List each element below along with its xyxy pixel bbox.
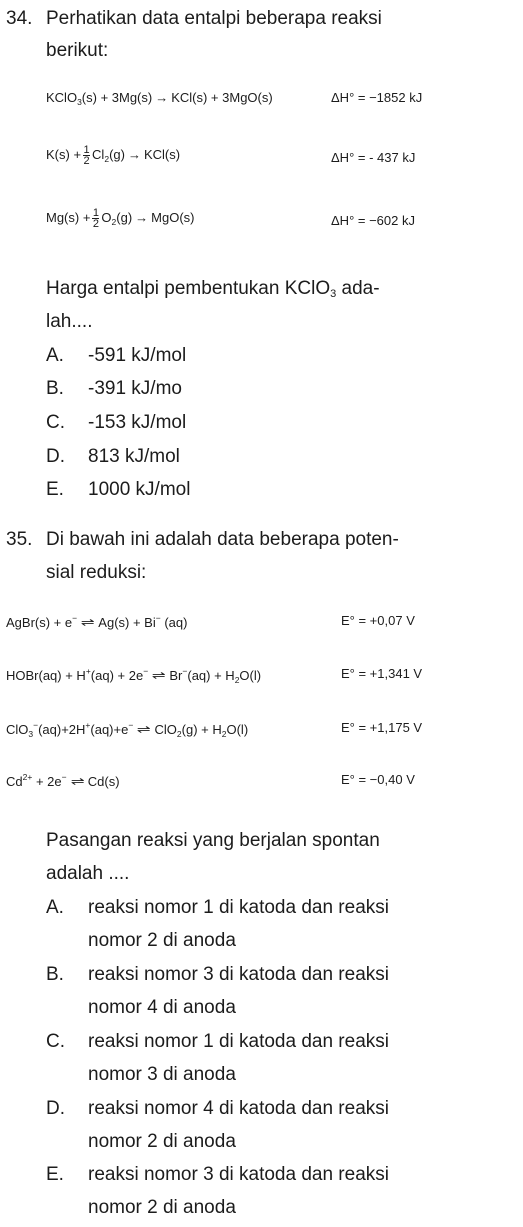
- question-intro-line1: Di bawah ini adalah data beberapa poten-: [46, 529, 399, 550]
- equilibrium-arrow-icon: ⇌: [137, 724, 151, 736]
- option-text-e-line1: reaksi nomor 3 di katoda dan reaksi: [88, 1164, 389, 1185]
- option-text-c: -153 kJ/mol: [88, 412, 187, 433]
- delta-h-3: ΔH° = −602 kJ: [331, 213, 415, 228]
- potential-1: E° = +0,07 V: [341, 613, 415, 628]
- option-text-e-line2: nomor 2 di anoda: [88, 1197, 236, 1218]
- option-letter-e: E.: [46, 1164, 64, 1185]
- question-number: 34.: [6, 8, 33, 29]
- option-letter-e: E.: [46, 479, 64, 500]
- reaction-arrow-icon: →: [155, 90, 169, 105]
- potential-2: E° = +1,341 V: [341, 666, 423, 681]
- option-text-b: -391 kJ/mo: [88, 378, 182, 399]
- option-letter-d: D.: [46, 446, 65, 467]
- question-intro-line2: sial reduksi:: [46, 562, 147, 583]
- potential-3: E° = +1,175 V: [341, 720, 423, 735]
- thermo-reaction-1: KClO$_3$(s) + 3Mg(s) → KCl(s) + 3MgO(s): [46, 90, 273, 107]
- thermo-reaction-2: $K(s) + \frac{1}{2} Cl_2(g) \to KCl(s)$: [46, 144, 181, 167]
- reduction-reaction-1: AgBr(s) + e− ⇌ Ag(s) + Bi− (aq): [6, 613, 188, 630]
- reduction-reaction-3: ClO$_3$−(aq)+2H+(aq)+e− ⇌ $ClO_2(g) + H_2O(l)$: [6, 720, 249, 739]
- option-text-a-line2: nomor 2 di anoda: [88, 930, 236, 951]
- option-letter-b: B.: [46, 964, 64, 985]
- reaction-arrow-icon: →: [135, 209, 149, 225]
- option-letter-c: C.: [46, 1031, 65, 1052]
- thermo-reaction-3: $Mg(s) + \frac{1}{2} O_2(g) \to MgO(s)$: [46, 207, 195, 230]
- question-text-line1: Pasangan reaksi yang berjalan spontan: [46, 830, 380, 851]
- question-text-line2: adalah ....: [46, 863, 130, 884]
- option-letter-a: A.: [46, 345, 64, 366]
- equilibrium-arrow-icon: ⇌: [151, 670, 166, 682]
- option-text-c-line2: nomor 3 di anoda: [88, 1064, 236, 1085]
- option-text-b-line2: nomor 4 di anoda: [88, 997, 236, 1018]
- option-text-a-line1: reaksi nomor 1 di katoda dan reaksi: [88, 897, 389, 918]
- fraction-half: $\frac{1}{2}$: [92, 207, 99, 230]
- option-text-d-line2: nomor 2 di anoda: [88, 1131, 236, 1152]
- reduction-reaction-2: HOBr(aq) + H+(aq) + 2e− ⇌ $Br^-(aq) + H_2O(l)$: [6, 666, 262, 685]
- option-text-b-line1: reaksi nomor 3 di katoda dan reaksi: [88, 964, 389, 985]
- question-text-line2: lah....: [46, 311, 93, 332]
- question-number: 35.: [6, 529, 33, 550]
- option-letter-d: D.: [46, 1098, 65, 1119]
- option-letter-c: C.: [46, 412, 65, 433]
- option-letter-a: A.: [46, 897, 64, 918]
- delta-h-2: ΔH° = - 437 kJ: [331, 150, 416, 165]
- option-letter-b: B.: [46, 378, 64, 399]
- option-text-d: 813 kJ/mol: [88, 446, 180, 467]
- option-text-e: 1000 kJ/mol: [88, 479, 191, 500]
- question-intro-line2: berikut:: [46, 40, 109, 61]
- reduction-reaction-4: $Cd^{2+} + 2e^-$ ⇌ Cd(s): [6, 772, 120, 789]
- reaction-arrow-icon: →: [127, 146, 141, 162]
- potential-4: E° = −0,40 V: [341, 772, 415, 787]
- equilibrium-arrow-icon: ⇌: [80, 617, 95, 629]
- option-text-c-line1: reaksi nomor 1 di katoda dan reaksi: [88, 1031, 389, 1052]
- fraction-half: $\frac{1}{2}$: [83, 144, 90, 167]
- equilibrium-arrow-icon: ⇌: [70, 776, 85, 788]
- question-intro-line1: Perhatikan data entalpi beberapa reaksi: [46, 8, 382, 29]
- option-text-a: -591 kJ/mol: [88, 345, 187, 366]
- option-text-d-line1: reaksi nomor 4 di katoda dan reaksi: [88, 1098, 389, 1119]
- delta-h-1: ΔH° = −1852 kJ: [331, 90, 423, 105]
- question-text-line1: Harga entalpi pembentukan KClO$_3$ ada-: [46, 278, 380, 300]
